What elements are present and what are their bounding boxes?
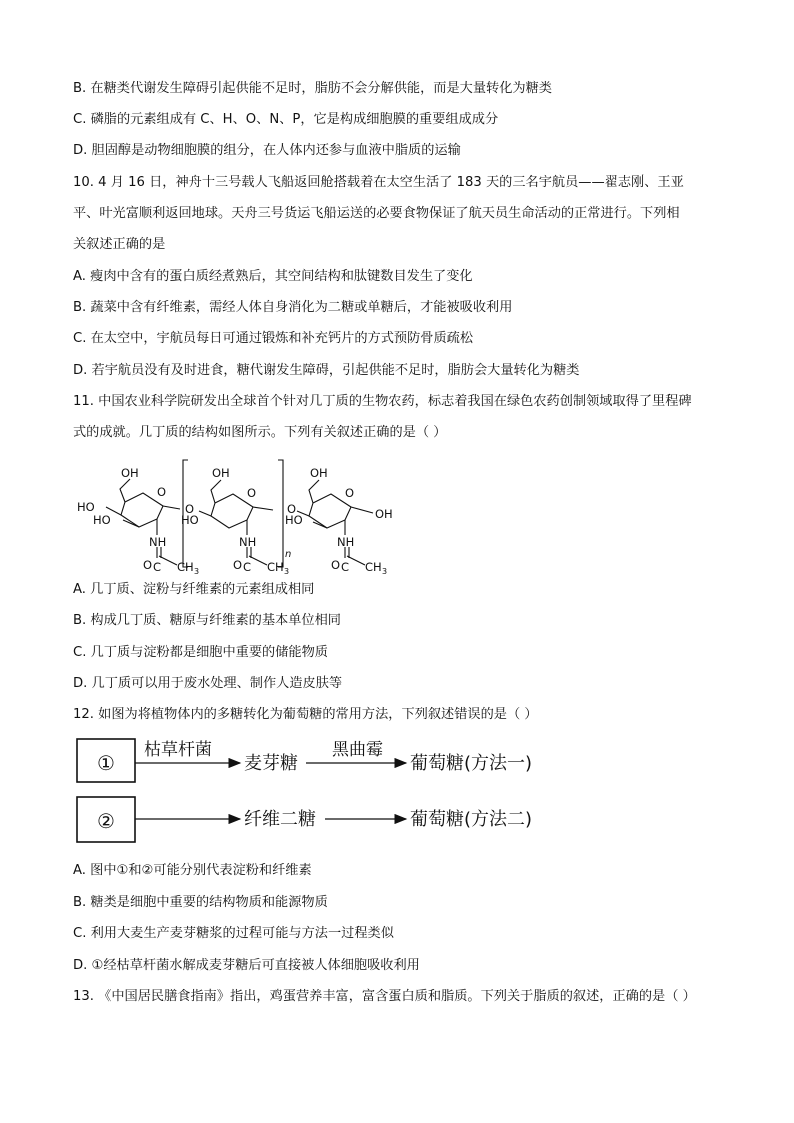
chitin-oh-label: OH [310,466,328,480]
q13-stem: 13. 《中国居民膳食指南》指出，鸡蛋营养丰富，富含蛋白质和脂质。下列关于脂质的叙述，正确的是（ ） [73,989,696,1004]
chitin-c-label: O [143,558,153,572]
q11-option-a: A. 几丁质、淀粉与纤维素的元素组成相同 [73,582,315,597]
q11-stem-line2: 式的成就。几丁质的结构如图所示。下列有关叙述正确的是（ ） [73,425,447,440]
chitin-structure-diagram [73,455,433,575]
q11-option-d: D. 几丁质可以用于废水处理、制作人造皮肤等 [73,676,343,691]
chitin-c-label: C [153,560,162,574]
q10-stem-line3: 关叙述正确的是 [73,237,166,252]
q10-option-c: C. 在太空中，宇航员每日可通过锻炼和补充钙片的方式预防骨质疏松 [73,331,474,346]
chitin-c-label: C [341,560,350,574]
q10-option-a: A. 瘦肉中含有的蛋白质经煮熟后，其空间结构和肽键数目发生了变化 [73,269,473,284]
chitin-nh-label: NH [149,535,167,549]
box-1-label: ① [97,751,115,775]
chitin-ring-o-label: O [345,486,355,500]
chitin-ho-label: HO [93,513,111,527]
q9-option-c: C. 磷脂的元素组成有 C、H、O、N、P，它是构成细胞膜的重要组成成分 [73,112,499,127]
chitin-oh-label: OH [212,466,230,480]
chitin-ch3-label: CH [365,560,382,574]
chitin-bridge-o-label: O [287,502,297,516]
chitin-sub3-label: 3 [284,567,290,576]
chitin-ch3-label: CH [267,560,284,574]
polysaccharide-conversion-diagram [73,733,593,848]
chitin-structure-svg [73,455,433,575]
chitin-ho-label: HO [181,513,199,527]
chitin-ch3-label: CH [177,560,194,574]
chitin-c-label: O [331,558,341,572]
q9-option-b: B. 在糖类代谢发生障碍引起供能不足时，脂肪不会分解供能，而是大量转化为糖类 [73,81,552,96]
chitin-nh-label: NH [239,535,257,549]
q11-option-b: B. 构成几丁质、糖原与纤维素的基本单位相同 [73,613,341,628]
q10-stem-line2: 平、叶光富顺利返回地球。天舟三号货运飞船运送的必要食物保证了航天员生命活动的正常进行。下列相 [73,206,680,221]
chitin-sub3-label: 3 [382,567,388,576]
chitin-c-label: O [233,558,243,572]
q12-option-c: C. 利用大麦生产麦芽糖浆的过程可能与方法一过程类似 [73,926,394,941]
q12-stem: 12. 如图为将植物体内的多糖转化为葡萄糖的常用方法，下列叙述错误的是（ ） [73,707,538,722]
q11-stem-line1: 11. 中国农业科学院研发出全球首个针对几丁质的生物农药，标志着我国在绿色农药创制领域取得了里程碑 [73,394,692,409]
chitin-ho-label: HO [285,513,303,527]
chitin-c-label: C [243,560,252,574]
box-2-label: ② [97,809,115,833]
chitin-oh-label: OH [121,466,139,480]
q10-option-b: B. 蔬菜中含有纤维素，需经人体自身消化为二糖或单糖后，才能被吸收利用 [73,300,513,315]
chitin-ring-o-label: O [157,485,167,499]
chitin-n-subscript: n [285,549,292,560]
cellobiose-node: 纤维二糖 [244,809,316,830]
q10-option-d: D. 若宇航员没有及时进食，糖代谢发生障碍，引起供能不足时，脂肪会大量转化为糖类 [73,363,580,378]
chitin-bridge-o-label: O [185,502,195,516]
glucose-method-2: 葡萄糖(方法二) [410,809,533,830]
q12-option-d: D. ①经枯草杆菌水解成麦芽糖后可直接被人体细胞吸收利用 [73,958,420,973]
arrow-2-label: 黑曲霉 [332,740,383,760]
chitin-ho-label: HO [77,500,95,514]
chitin-ring-o-label: O [247,486,257,500]
arrow-1-label: 枯草杆菌 [144,740,212,760]
maltose-node: 麦芽糖 [244,753,298,774]
q12-option-b: B. 糖类是细胞中重要的结构物质和能源物质 [73,895,328,910]
chitin-nh-label: NH [337,535,355,549]
chitin-oh-label: OH [375,507,393,521]
q11-option-c: C. 几丁质与淀粉都是细胞中重要的储能物质 [73,645,328,660]
conversion-flow-svg [73,733,593,848]
q10-stem-line1: 10. 4 月 16 日，神舟十三号载人飞船返回舱搭载着在太空生活了 183 天的三名宇航员——翟志刚、王亚 [73,175,684,190]
chitin-sub3-label: 3 [194,567,200,576]
glucose-method-1: 葡萄糖(方法一) [410,753,533,774]
q9-option-d: D. 胆固醇是动物细胞膜的组分，在人体内还参与血液中脂质的运输 [73,143,461,158]
q12-option-a: A. 图中①和②可能分别代表淀粉和纤维素 [73,863,312,878]
